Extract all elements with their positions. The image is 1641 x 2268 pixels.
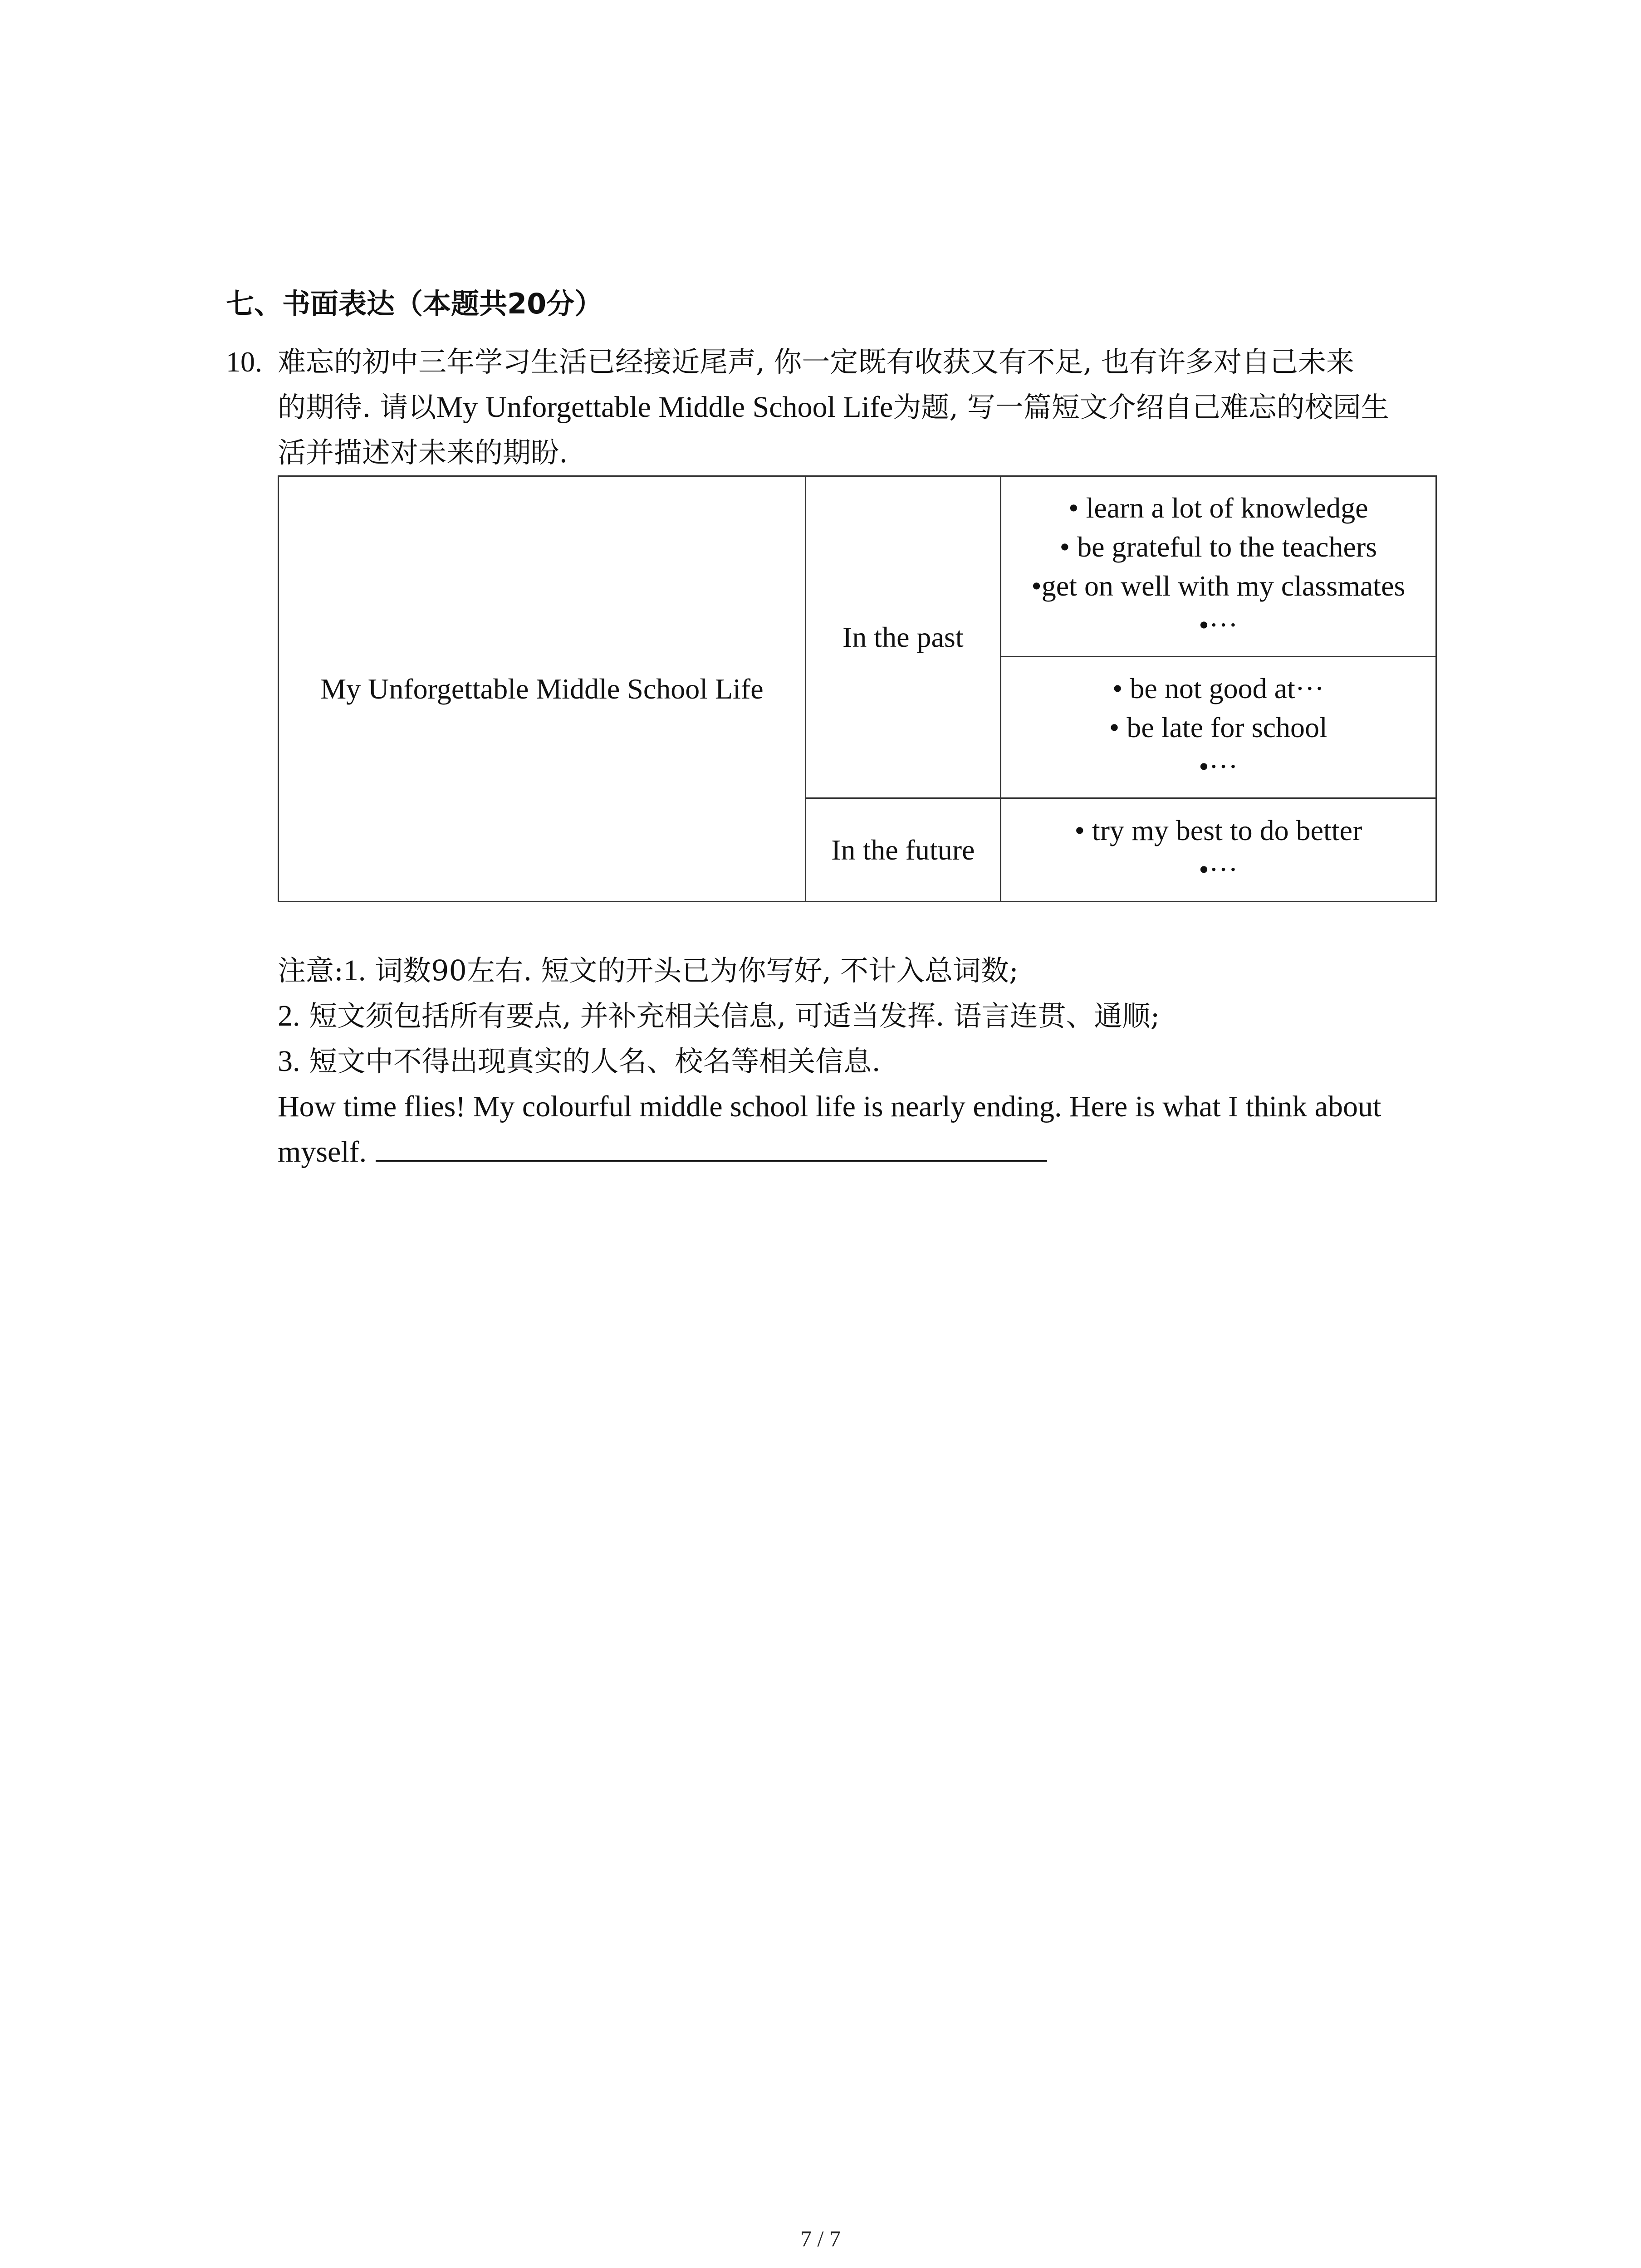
past-shortcoming-point: • be not good at···	[1112, 672, 1324, 704]
passage-opening-line-1: How time flies! My colourful middle school life is nearly ending. Here is what I think about	[278, 1090, 1381, 1123]
note-number: 1.	[343, 954, 366, 987]
past-gain-point: • be grateful to the teachers	[1059, 530, 1377, 563]
note-text: 短文须包括所有要点, 并补充相关信息, 可适当发挥. 语言连贯、通顺;	[300, 999, 1160, 1032]
topic-text: My Unforgettable Middle School Life	[320, 672, 764, 705]
future-points-cell	[1000, 798, 1436, 902]
past-shortcoming-point: • be late for school	[1109, 711, 1327, 743]
outline-table	[278, 475, 1437, 902]
past-gain-point: •get on well with my classmates	[1031, 569, 1406, 602]
note-number: 3.	[278, 1045, 300, 1078]
past-gain-point: • learn a lot of knowledge	[1068, 491, 1368, 524]
past-label-cell	[805, 476, 1000, 798]
note-text: 词数90左右. 短文的开头已为你写好, 不计入总词数;	[366, 954, 1019, 987]
note-number: 2.	[278, 999, 300, 1032]
question-prompt-line-2	[278, 385, 1389, 430]
note-prefix: 注意:	[278, 954, 343, 987]
answer-blank[interactable]	[376, 1130, 1047, 1162]
past-shortcoming-point: •···	[1199, 750, 1238, 782]
question-prompt-line-2-start: 的期待. 请以	[278, 391, 436, 424]
future-label: In the future	[831, 833, 975, 866]
passage-opening-line-2	[278, 1129, 1047, 1175]
note-line-2	[278, 993, 1160, 1039]
question-prompt-line-1: 难忘的初中三年学习生活已经接近尾声, 你一定既有收获又有不足, 也有许多对自己未来	[278, 345, 1354, 378]
note-line-1	[278, 948, 1019, 993]
past-gains-cell	[1000, 476, 1436, 657]
future-point: • try my best to do better	[1074, 814, 1362, 846]
essay-title-reference: My Unforgettable Middle School Life	[436, 391, 893, 424]
past-gain-point: •···	[1199, 608, 1238, 641]
question-number: 10.	[226, 346, 262, 378]
section-title: 七、书面表达（本题共20分）	[226, 287, 603, 320]
future-label-cell	[805, 798, 1000, 902]
question-prompt-line-3: 活并描述对未来的期盼.	[278, 436, 568, 469]
past-shortcomings-cell	[1000, 657, 1436, 798]
topic-cell	[279, 476, 806, 902]
question-prompt-line-2-end: 为题, 写一篇短文介绍自己难忘的校园生	[893, 391, 1389, 424]
future-point: •···	[1199, 853, 1238, 885]
note-line-3	[278, 1039, 881, 1084]
page-number: 7 / 7	[800, 2226, 841, 2251]
note-text: 短文中不得出现真实的人名、校名等相关信息.	[300, 1045, 881, 1078]
passage-opening-word: myself.	[278, 1135, 367, 1168]
past-label: In the past	[843, 621, 964, 653]
